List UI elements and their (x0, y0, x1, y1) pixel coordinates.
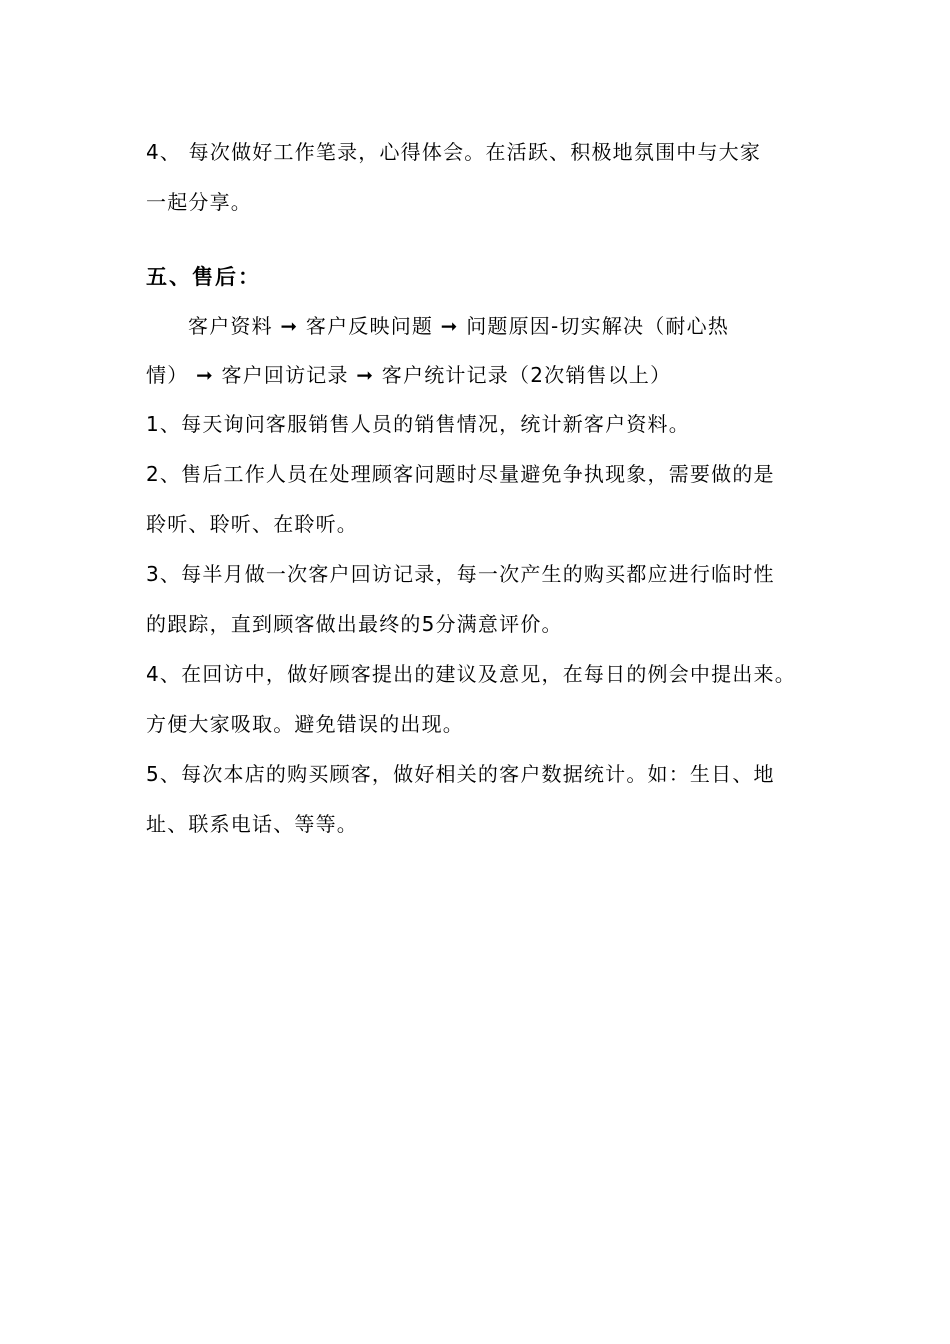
section-heading: 五、售后： (146, 265, 261, 289)
arrow-right-icon: ➞ (195, 363, 214, 387)
list-item-1: 1、每天询问客服销售人员的销售情况，统计新客户资料。 (146, 412, 690, 436)
flow-step-problem-cause-cont: 情） (146, 363, 189, 387)
list-item-5-line-1: 5、每次本店的购买顾客，做好相关的客户数据统计。如：生日、地 (146, 762, 775, 786)
list-item-2-line-2: 聆听、聆听、在聆听。 (146, 512, 358, 536)
flow-step-return-visit-record: 客户回访记录 (221, 363, 349, 387)
list-item-3-line-2: 的跟踪，直到顾客做出最终的5分满意评价。 (146, 612, 563, 636)
list-item-4-line-1: 4、在回访中，做好顾客提出的建议及意见，在每日的例会中提出来。 (146, 662, 796, 686)
list-item-2-line-1: 2、售后工作人员在处理顾客问题时尽量避免争执现象，需要做的是 (146, 462, 775, 486)
list-item-3-line-1: 3、每半月做一次客户回访记录，每一次产生的购买都应进行临时性 (146, 562, 775, 586)
list-item-4-line-2: 方便大家吸取。避免错误的出现。 (146, 712, 464, 736)
flow-step-customer-feedback: 客户反映问题 (305, 314, 434, 338)
arrow-right-icon: ➞ (280, 314, 299, 338)
flow-step-problem-cause: 问题原因-切实解决（耐心热 (466, 314, 730, 338)
flow-step-customer-data: 客户资料 (188, 314, 273, 338)
flow-step-statistics-record: 客户统计记录（2次销售以上） (381, 363, 672, 387)
arrow-right-icon: ➞ (440, 314, 459, 338)
item-4-line-1: 4、 每次做好工作笔录，心得体会。在活跃、积极地氛围中与大家 (146, 140, 762, 164)
flow-line-2 (146, 362, 671, 388)
item-4-line-2: 一起分享。 (146, 190, 252, 214)
arrow-right-icon: ➞ (356, 363, 375, 387)
list-item-5-line-2: 址、联系电话、等等。 (146, 812, 358, 836)
flow-line-1 (188, 313, 729, 339)
